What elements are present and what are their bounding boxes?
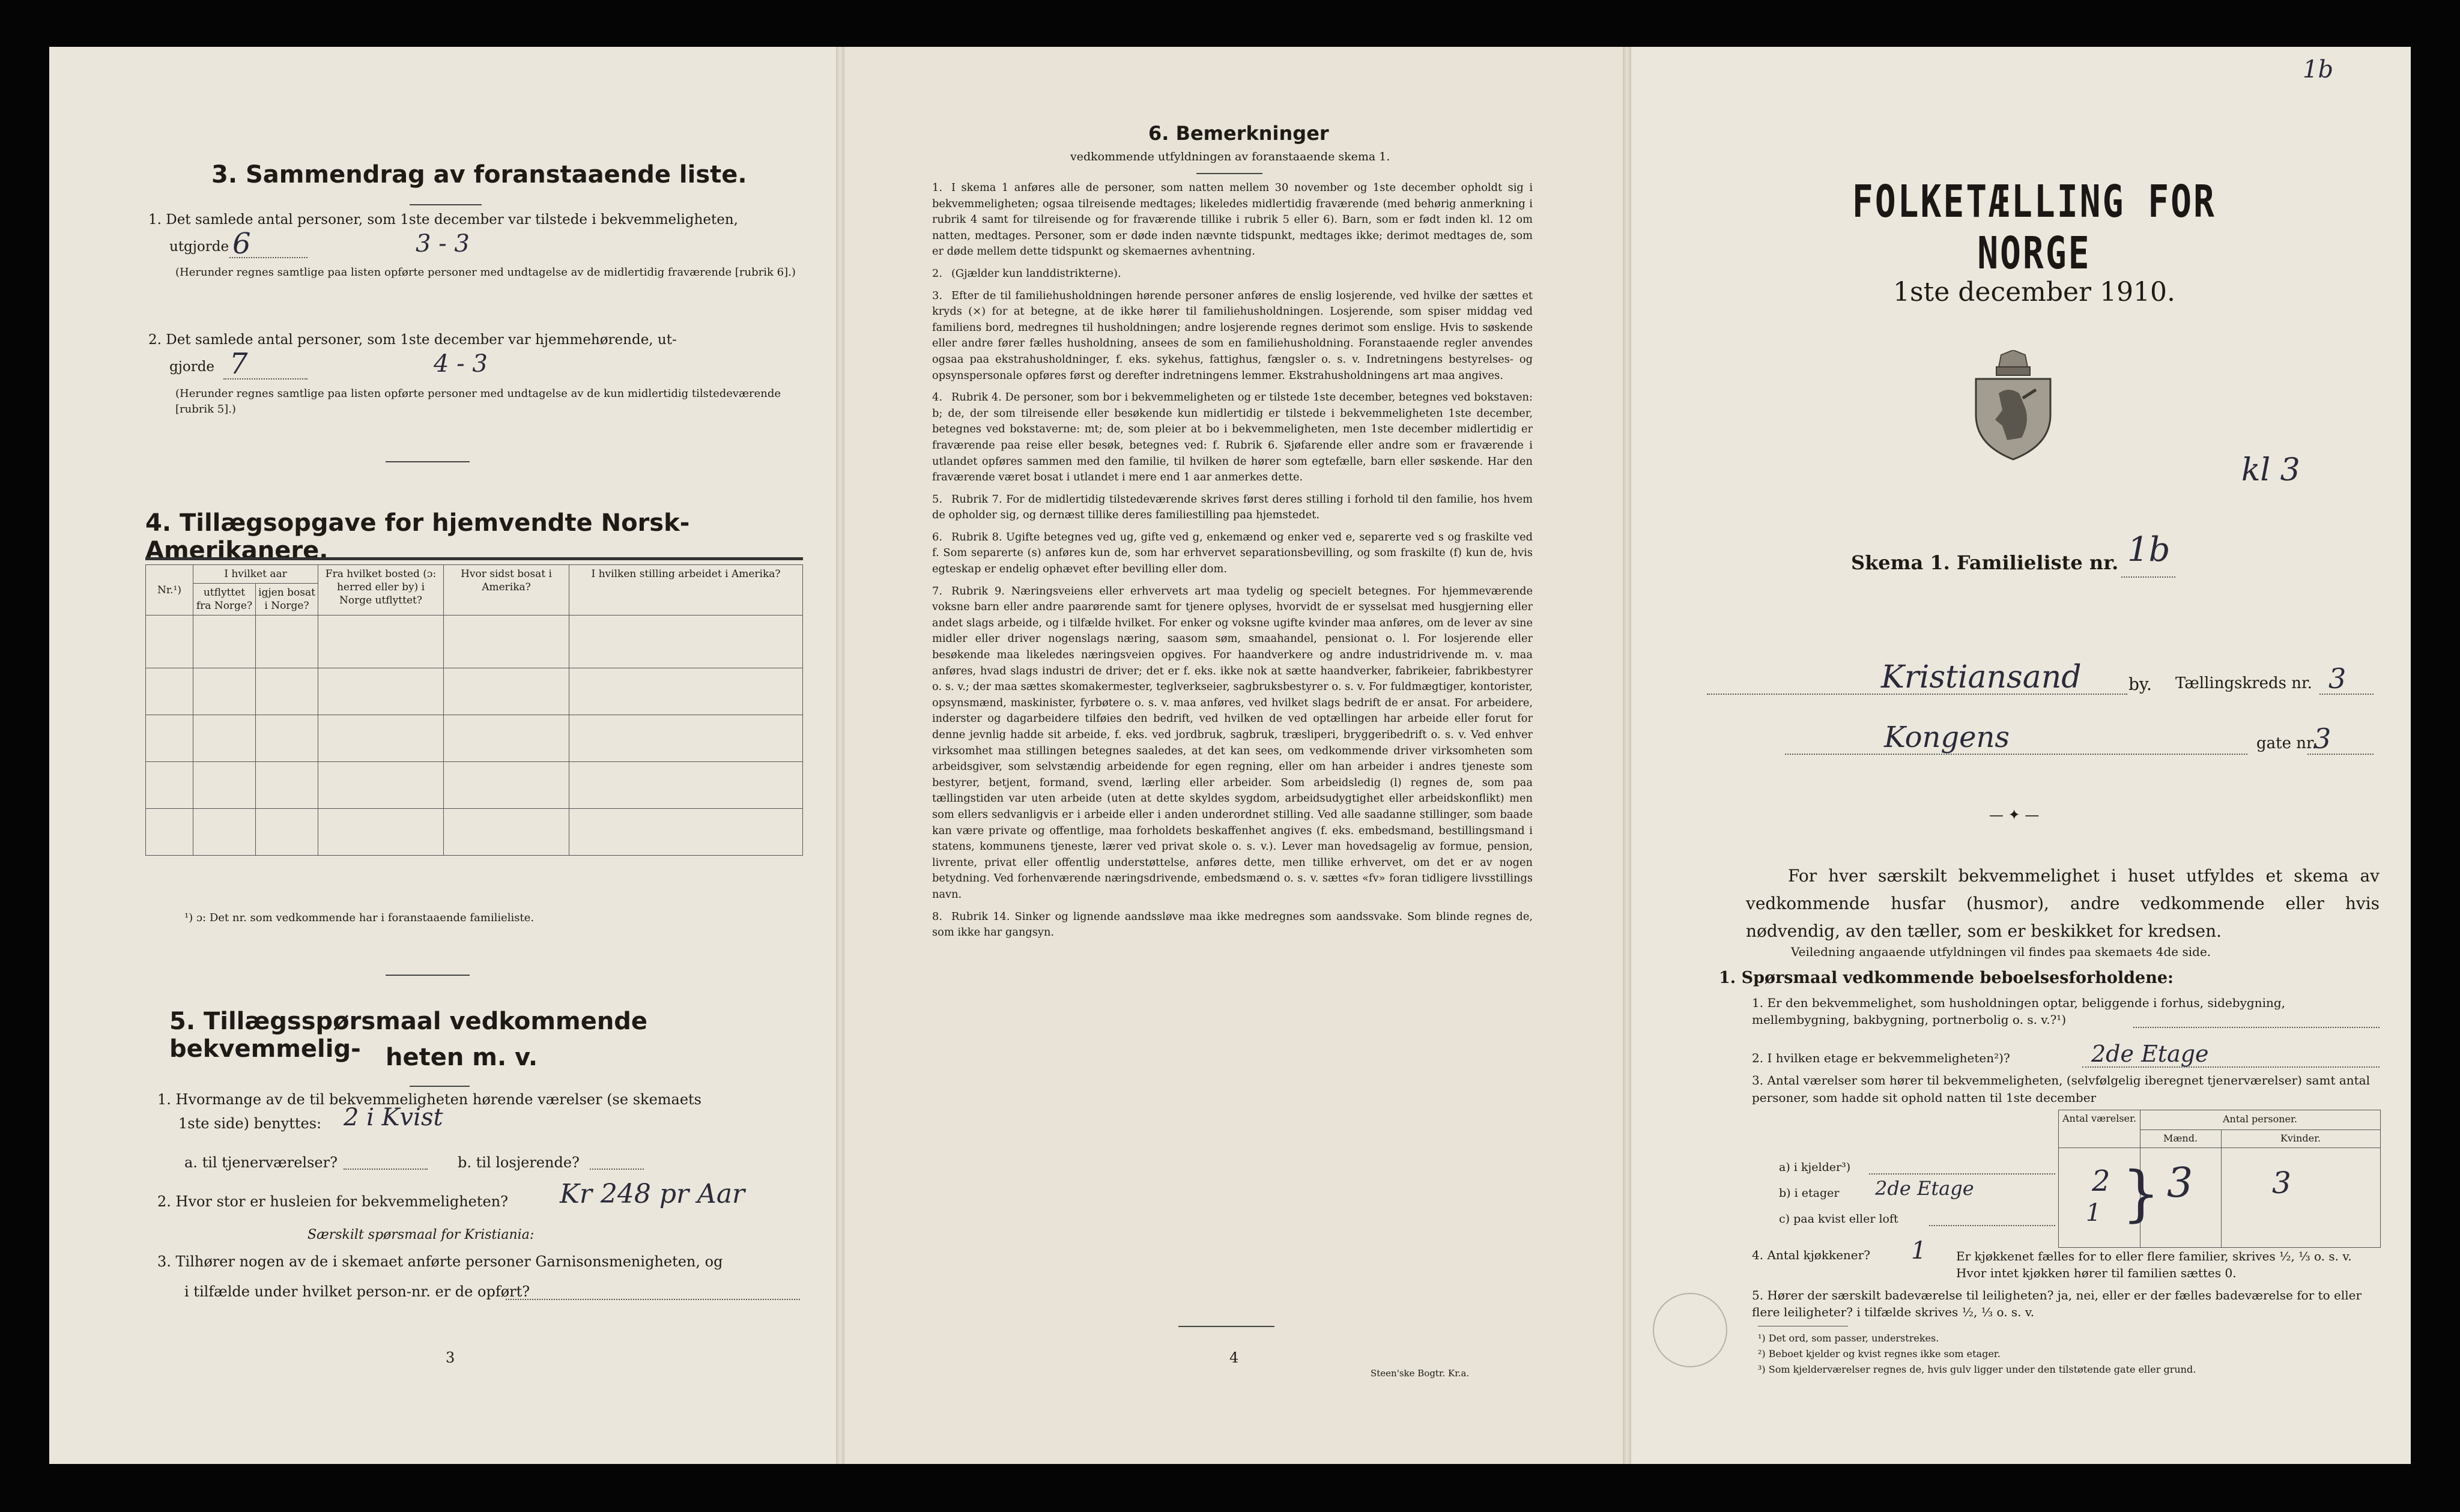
norsk-amerikanere-table: [145, 564, 803, 856]
archive-stamp-icon: [1653, 1293, 1727, 1367]
table-row: [146, 668, 803, 715]
col-men: Mænd.: [2163, 1132, 2198, 1144]
remark-text: Efter de til familiehusholdningen hørende personer anføres de enslig losjerende, ved hvilke der sættes et kryds (×) for at betegne, at de ikke hører til familiehusholdningen. Losjerende, som spiser middag ved familiens bord, medregnes til husholdningen; andre losjerende regnes derimot som enslige. Hvis to søskende eller andre fører fælles husholdning, ansees de som en familiehusholdning. Foranstaaende regler anvendes ogsaa paa ekstrahusholdninger, f. eks. sykehus, fattighus, fængsler o. s. v. Indretningens bestyrelses- og opsynspersonale opføres først og derefter indretningens lemmer. Ekstrahusholdningens art maa angives.: [932, 289, 1533, 382]
s3-q2-label: gjorde: [169, 359, 215, 375]
dotline: [590, 1169, 644, 1170]
remark-text: Rubrik 14. Sinker og lignende aandssløve maa ikke medregnes som aandssvake. Som blinde regnes de, som ikke har gangsyn.: [932, 910, 1533, 939]
q4-label: 4. Antal kjøkkener?: [1752, 1248, 1870, 1262]
s5-q3: 3. Tilhører nogen av de i skemaet anførte personer Garnisonsmenigheten, og: [157, 1253, 723, 1270]
divider: [410, 1086, 470, 1087]
intro-text: For hver særskilt bekvemmelighet i huset utfyldes et skema av vedkommende husfar (husmor), andre vedkommende eller hvis nødvendig, av den tæller, som er beskikket for kredsen.: [1746, 866, 2380, 941]
s3-q1-split: 3 - 3: [416, 230, 470, 258]
remark-text: Rubrik 4. De personer, som bor i bekvemmeligheten og er tilstede 1ste december, betegnes ved bokstaven: b; de, der som tilreisende eller besøkende kun midlertidig er tilstede i bekvemmeligheten 1ste december, betegnes ved bokstaverne: mt; de, som pleier at bo i bekvemmeligheten, men 1ste december midlertidig er fraværende paa reise eller besøk, betegnes ved: f. Rubrik 6. Sjøfarende eller andre som er fraværende i utlandet opføres sammen med den familie, til hvilken de hører som egtefælle, barn eller søskende. Har den fraværende været bosat i utlandet i mere end 1 aar anmerkes dette.: [932, 391, 1533, 484]
city-value: Kristiansand: [1881, 659, 2082, 695]
dotline: [506, 1299, 800, 1300]
norwegian-coat-of-arms-icon: [1965, 350, 2061, 461]
schema-value: 1b: [2127, 530, 2171, 569]
remark-text: (Gjælder kun landdistrikterne).: [951, 267, 1121, 280]
ornament-divider: — ✦ —: [1989, 806, 2040, 823]
city-suffix: by.: [2128, 674, 2152, 694]
questions-title: 1. Spørsmaal vedkommende beboelsesforholdene:: [1719, 969, 2174, 987]
page-number: 4: [1229, 1349, 1239, 1366]
men-count: 3: [2167, 1160, 2193, 1207]
dotline: [2133, 1027, 2380, 1028]
remark-item: [932, 288, 1533, 384]
divider: [1196, 173, 1262, 174]
s3-q2-value: 7: [229, 347, 248, 381]
printer-imprint: Steen'ske Bogtr. Kr.a.: [1371, 1368, 1470, 1379]
table-top-rule: [145, 557, 803, 560]
footnote-3: ³) Som kjelderværelser regnes de, hvis gulv ligger under den tilstøtende gate eller grund.: [1758, 1364, 2196, 1375]
s5-q1a: a. til tjenerværelser?: [184, 1154, 338, 1171]
divider: [386, 975, 470, 976]
page-3: [49, 47, 836, 1464]
page-number: 3: [446, 1349, 455, 1366]
kreds-value: 3: [2328, 662, 2346, 695]
col-when: I hvilket aar: [193, 565, 318, 584]
remark-text: Rubrik 9. Næringsveiens eller erhvervets art maa tydelig og specielt betegnes. For hjemmeværende voksne barn eller andre paarørende samt for tjenere oplyses, hvorvidt de er sysselsat med husgjerning eller andet slags arbeide, og i tilfælde hvilket. For enker og voksne ugifte kvinder maa anføres, om de lever av sine midler eller driver nogenslags næring, saasom søm, smaahandel, pensionat o. l. For losjerende eller besøkende maa likeledes næringsveien opgives. For haandverkere og andre industridrivende m. v. maa anføres, hvad slags industri de driver; det er f. eks. ikke nok at sætte haandverker, fabrikeier, fabrikbestyrer o. s. v.; der maa sættes skomakermester, teglverkseier, sagbruksbestyrer o. s. v. For fuldmægtiger, kontorister, opsynsmænd, maskinister, fyrbøtere o. s. v. maa anføres, ved hvilket slags bedrift de er ansat. For arbeidere, inderster og dagarbeidere tilføies den bedrift, ved hvilken de ved optællingen har arbeide eller forut for denne jevnlig hadde sit arbeide, f. eks. ved jordbruk, sagbruk, træsliperi, bryggeribedrift o. s. v. Ved enhver virksomhet maa stillingen betegnes saaledes, at det kan sees, om vedkommende driver virksomheten som arbeidsgiver, som selvstændig arbeidende for egen regning, eller om han arbeider i andres tjeneste som bestyrer, betjent, formand, svend, lærling eller arbeider. Som arbeidsledig (l) regnes de, som paa tællingstiden var uten arbeide (uten at dette skyldes sygdom, arbeidsudygtighet eller arbeidskonflikt) men som ellers sedvanligvis er i arbeide eller i anden underordnet stilling. Ved alle saadanne stillinger, som baade kan være private og offentlige, maa forholdets beskaffenhet angives (f. eks. embedsmand, bestillingsmand i statens, kommunens tjeneste, lærer ved privat skole o. s. v.). Lever man hovedsagelig av formue, pension, livrente, privat eller offentlig understøttelse, anføres dette, men tillike erhvervet, om det er av nogen betydning. Ved forhenværende næringsdrivende, embedsmænd o. s. v. sættes «fv» foran tidligere livsstillings navn.: [932, 584, 1533, 901]
q2-value: 2de Etage: [2091, 1041, 2209, 1067]
remark-item: [932, 909, 1533, 941]
dotline: [344, 1169, 428, 1170]
remark-text: Rubrik 7. For de midlertidig tilstedeværende skrives først deres stilling i forhold til den familie, hos hvem de opholder sig, og dernæst tillike deres familiestilling paa hjemstedet.: [932, 492, 1533, 522]
section-4-title: 4. Tillægsopgave for hjemvendte Norsk-Amerikanere.: [145, 509, 690, 564]
col-last-place: Hvor sidst bosat i Amerika?: [444, 565, 569, 615]
remark-text: I skema 1 anføres alle de personer, som natten mellem 30 november og 1ste december opholdt sig i bekvemmeligheten; ogsaa tilreisende medtages; likeledes midlertidig fraværende (med behørig anmerkning i rubrik 4 samt for tilreisende og for fraværende tillike i rubrik 5 eller 6). Barn, som er født inden kl. 12 om natten, medtages. Personer, som er døde inden nævnte tidspunkt, medtages ikke; derimot medtages de, som er døde mellem dette tidspunkt og skemaernes avhentning.: [932, 181, 1533, 258]
divider: [386, 461, 470, 462]
table-row: [146, 615, 803, 668]
dotline: [2319, 694, 2374, 695]
remark-number: 4.: [932, 391, 942, 404]
s3-q2: 2. Det samlede antal personer, som 1ste december var hjemmehørende, ut-: [148, 332, 677, 348]
col-returned: igjen bosat i Norge?: [256, 584, 318, 615]
s3-q1-label: utgjorde: [169, 239, 229, 255]
section-3-title: 3. Sammendrag av foranstaaende liste.: [211, 161, 747, 189]
remark-number: 1.: [932, 181, 942, 194]
page-fold: [1623, 47, 1631, 1464]
q1: 1. Er den bekvemmelighet, som husholdningen optar, beliggende i forhus, sidebygning, mellembygning, bakbygning, portnerbolig o. s. v.?¹): [1752, 996, 2286, 1027]
q3: 3. Antal værelser som hører til bekvemmeligheten, (selvfølgelig iberegnet tjenerværelser) samt antal personer, som hadde sit ophold natten til 1ste december: [1752, 1073, 2371, 1105]
table-row: [146, 809, 803, 856]
remark-item: [932, 492, 1533, 524]
row-b-value: 2de Etage: [1875, 1177, 1974, 1200]
street-value: Kongens: [1884, 721, 2010, 754]
divider: [1178, 1326, 1274, 1327]
s5-q2-value: Kr 248 pr Aar: [560, 1179, 745, 1209]
dotline: [2307, 754, 2374, 755]
col-emigrated: utflyttet fra Norge?: [193, 584, 256, 615]
col-rooms: Antal værelser.: [2062, 1113, 2136, 1124]
q4-value: 1: [1911, 1237, 1927, 1265]
s5-special: Særskilt spørsmaal for Kristiania:: [308, 1227, 535, 1242]
kreds-mark: kl 3: [2241, 452, 2300, 488]
brace-mark: }: [2122, 1158, 2160, 1229]
intro-note: Veiledning angaaende utfyldningen vil findes paa skemaets 4de side.: [1791, 945, 2211, 959]
section-5-title-1: 5. Tillægsspørsmaal vedkommende bekvemmelig-: [169, 1008, 648, 1063]
remark-number: 8.: [932, 910, 942, 923]
section-5-title-2: heten m. v.: [386, 1044, 538, 1071]
s3-q1-note: (Herunder regnes samtlige paa listen opførte personer med undtagelse av de midlertidig fraværende [rubrik 6].): [175, 266, 796, 279]
table-row: [146, 762, 803, 809]
remark-number: 7.: [932, 584, 942, 597]
dotline: [2121, 576, 2175, 578]
page-4: [842, 47, 1623, 1464]
s3-q2-note: (Herunder regnes samtlige paa listen opførte personer med undtagelse av de kun midlertidig tilstedeværende [rubrik 5].): [175, 387, 781, 416]
remark-item: [932, 390, 1533, 486]
row-a-label: a) i kjelder³): [1779, 1161, 1851, 1174]
divider: [410, 204, 482, 205]
s3-q2-split: 4 - 3: [434, 350, 488, 378]
table-row: [146, 715, 803, 762]
dotline: [1707, 694, 2127, 695]
q4-rest: Er kjøkkenet fælles for to eller flere familier, skrives ½, ⅓ o. s. v. Hvor intet kjøkken hører til familien sættes 0.: [1956, 1249, 2352, 1280]
s4-footnote: ¹) ɔ: Det nr. som vedkommende har i foranstaaende familieliste.: [184, 912, 535, 924]
schema-label: Skema 1. Familieliste nr.: [1851, 551, 2119, 574]
col-from-where: Fra hvilket bosted (ɔ: herred eller by) i Norge utflyttet?: [318, 565, 444, 615]
dotline: [1785, 754, 2247, 755]
dotline: [1869, 1173, 2055, 1175]
gate-label: gate nr.: [2256, 734, 2317, 752]
page-1: [1629, 47, 2411, 1464]
rooms-persons-table: [2058, 1110, 2381, 1248]
page-fold: [836, 47, 844, 1464]
footnote-2: ²) Beboet kjelder og kvist regnes ikke som etager.: [1758, 1348, 2001, 1359]
remark-number: 5.: [932, 492, 942, 506]
remark-number: 3.: [932, 289, 942, 302]
s5-q1: 1. Hvormange av de til bekvemmeligheten hørende værelser (se skemaets: [157, 1091, 701, 1108]
remark-item: [932, 530, 1533, 578]
dotline: [2082, 1066, 2380, 1068]
s5-q1b: 1ste side) benyttes:: [178, 1115, 322, 1132]
remark-number: 2.: [932, 267, 942, 280]
remark-item: [932, 266, 1533, 282]
q5: 5. Hører der særskilt badeværelse til leiligheten? ja, nei, eller er der fælles badeværelse for to eller flere leiligheter? i tilfælde skrives ½, ⅓ o. s. v.: [1752, 1288, 2362, 1319]
q2: 2. I hvilken etage er bekvemmeligheten²)?: [1752, 1051, 2010, 1065]
remark-number: 6.: [932, 530, 942, 543]
col-persons: Antal personer.: [2223, 1113, 2297, 1125]
s5-q1c: b. til losjerende?: [458, 1154, 580, 1171]
corner-mark: 1b: [2303, 56, 2334, 83]
women-count: 3: [2272, 1166, 2291, 1200]
gate-value: 3: [2313, 722, 2331, 755]
kreds-label: Tællingskreds nr.: [2175, 674, 2312, 692]
census-date: 1ste december 1910.: [1892, 277, 2176, 307]
remark-item: [932, 180, 1533, 260]
dotline: [229, 257, 308, 258]
dotline: [1929, 1225, 2055, 1226]
remark-item: [932, 584, 1533, 903]
col-position: I hvilken stilling arbeidet i Amerika?: [569, 565, 803, 615]
row-c-label: c) paa kvist eller loft: [1779, 1212, 1898, 1226]
remarks-list: [932, 180, 1533, 947]
col-nr: Nr.¹): [146, 565, 193, 615]
census-title: FOLKETÆLLING FOR NORGE: [1852, 176, 2216, 279]
dotline: [223, 378, 308, 380]
remark-text: Rubrik 8. Ugifte betegnes ved ug, gifte ved g, enkemænd og enker ved e, separerte ved s og fraskilte ved f. Som separerte (s) anføres kun de, som har erhvervet separationsbevilling, og som fraskilte (f) kun de, hvis egteskap er endelig ophævet efter bevilling eller dom.: [932, 530, 1533, 576]
s5-q3b: i tilfælde under hvilket person-nr. er de opført?: [184, 1283, 530, 1300]
footnote-1: ¹) Det ord, som passer, understrekes.: [1758, 1332, 1939, 1344]
s5-q2: 2. Hvor stor er husleien for bekvemmeligheten?: [157, 1193, 509, 1210]
remarks-subtitle: vedkommende utfyldningen av foranstaaende skema 1.: [1070, 150, 1390, 163]
col-women: Kvinder.: [2280, 1132, 2321, 1144]
row-b-label: b) i etager: [1779, 1187, 1840, 1200]
rooms-c: 1: [2086, 1199, 2101, 1227]
s3-q1-value: 6: [232, 227, 251, 261]
remarks-title: 6. Bemerkninger: [1148, 122, 1329, 145]
rooms-b: 2: [2092, 1164, 2110, 1198]
s5-q1-value: 2 i Kvist: [344, 1104, 443, 1131]
s3-q1: 1. Det samlede antal personer, som 1ste december var tilstede i bekvemmeligheten,: [148, 212, 738, 228]
